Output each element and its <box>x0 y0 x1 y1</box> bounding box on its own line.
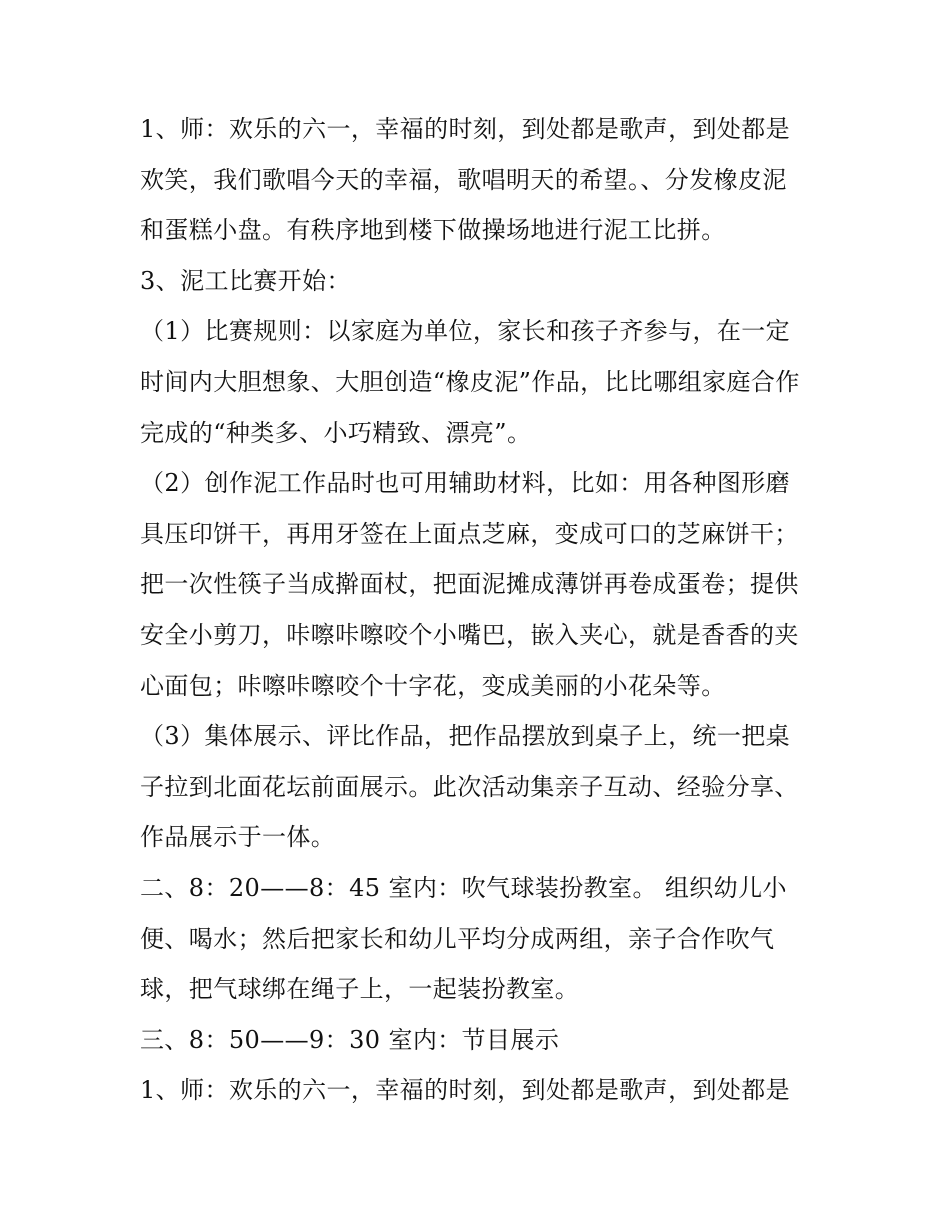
section-heading: 三、8：50——9：30 室内：节目展示 <box>140 1025 560 1054</box>
paragraph-7 <box>140 1015 820 1066</box>
text-line: 安全小剪刀，咔嚓咔嚓咬个小嘴巴，嵌入夹心，就是香香的夹 <box>140 620 799 649</box>
paragraph-4 <box>140 458 820 711</box>
text-line: 和蛋糕小盘。有秩序地到楼下做操场地进行泥工比拼。 <box>140 216 726 245</box>
text-line: 二、8：20——8：45 室内：吹气球装扮教室。 组织幼儿小 <box>140 873 787 902</box>
paragraph-1 <box>140 104 820 256</box>
paragraph-2 <box>140 256 820 307</box>
document-page <box>140 104 820 1116</box>
paragraph-5 <box>140 711 820 863</box>
text-line: 具压印饼干，再用牙签在上面点芝麻，变成可口的芝麻饼干； <box>140 519 799 548</box>
text-line: （2）创作泥工作品时也可用辅助材料，比如：用各种图形磨 <box>140 469 791 498</box>
text-line: （1）比赛规则：以家庭为单位，家长和孩子齐参与，在一定 <box>140 317 791 346</box>
text-line: 时间内大胆想象、大胆创造“橡皮泥”作品，比比哪组家庭合作 <box>140 367 800 396</box>
text-line: 完成的“种类多、小巧精致、漂亮”。 <box>140 418 532 447</box>
text-line: 心面包；咔嚓咔嚓咬个十字花，变成美丽的小花朵等。 <box>140 671 726 700</box>
paragraph-8 <box>140 1065 820 1116</box>
paragraph-6 <box>140 863 820 1015</box>
text-line: 把一次性筷子当成擀面杖，把面泥摊成薄饼再卷成蛋卷；提供 <box>140 570 799 599</box>
text-line: 1、师：欢乐的六一，幸福的时刻，到处都是歌声，到处都是 <box>140 115 791 143</box>
paragraph-3 <box>140 306 820 458</box>
section-heading: 3、泥工比赛开始： <box>140 266 351 295</box>
text-line: （3）集体展示、评比作品，把作品摆放到桌子上，统一把桌 <box>140 722 791 751</box>
text-line: 1、师：欢乐的六一，幸福的时刻，到处都是歌声，到处都是 <box>140 1076 791 1105</box>
text-line: 作品展示于一体。 <box>140 823 336 852</box>
text-line: 球，把气球绑在绳子上，一起装扮教室。 <box>140 975 580 1004</box>
text-line: 便、喝水；然后把家长和幼儿平均分成两组，亲子合作吹气 <box>140 924 775 953</box>
text-line: 子拉到北面花坛前面展示。此次活动集亲子互动、经验分享、 <box>140 772 799 801</box>
text-line: 欢笑，我们歌唱今天的幸福，歌唱明天的希望。、分发橡皮泥 <box>140 165 787 194</box>
